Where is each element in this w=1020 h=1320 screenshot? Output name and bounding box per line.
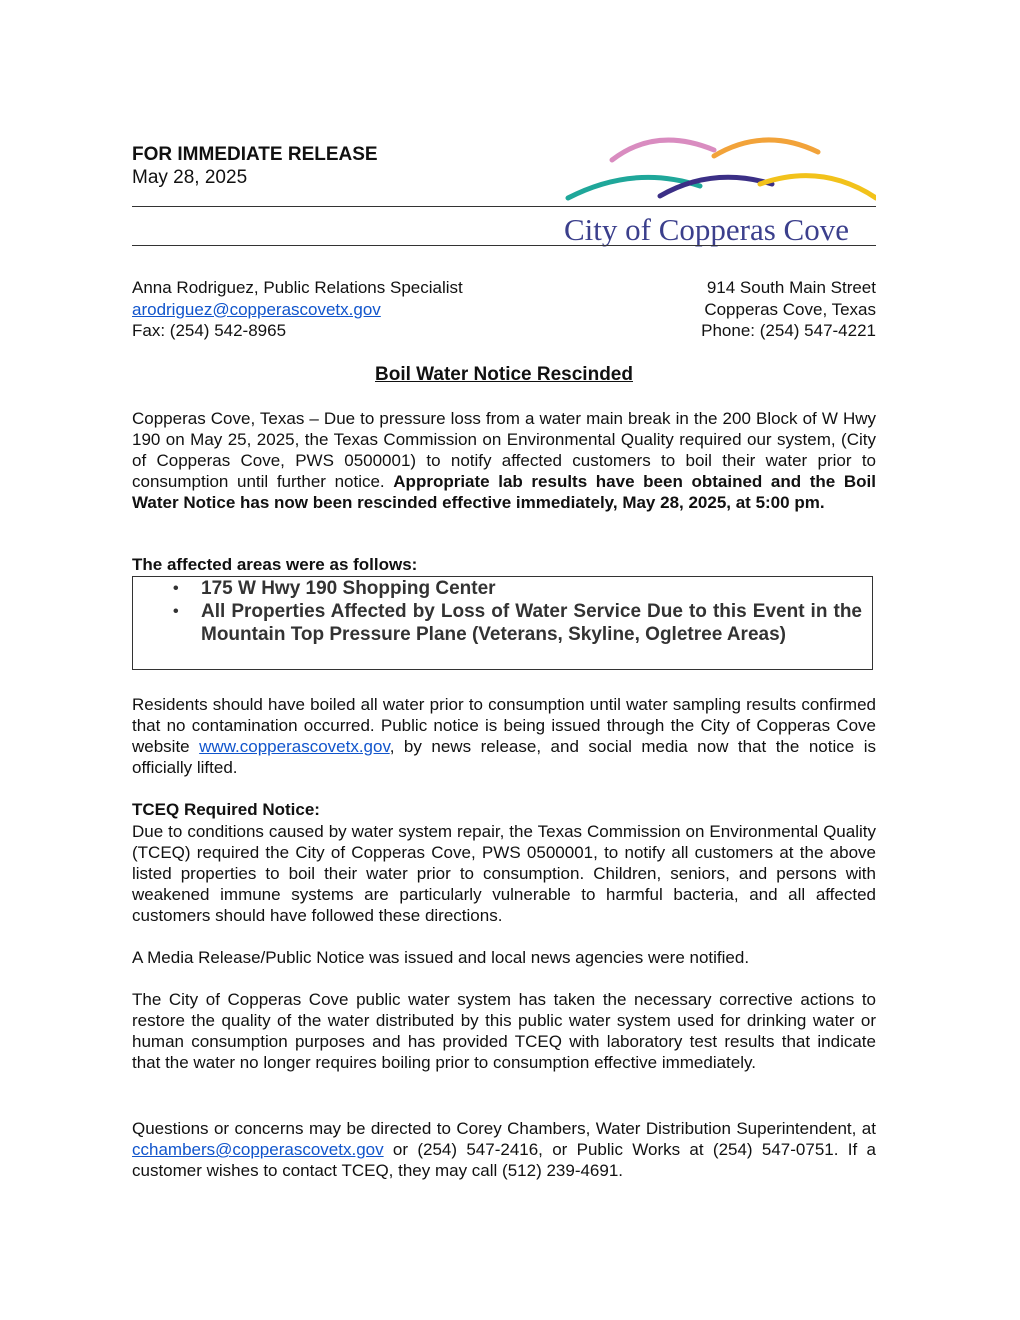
contact-name: Anna Rodriguez, Public Relations Specialist: [132, 278, 463, 297]
city-logo: [564, 132, 876, 250]
areas-list: [133, 577, 872, 646]
intro-bold-text: Appropriate lab results have been obtained and the Boil Water Notice has now been rescinded effective immediately, May 28, 2025, at 5:00 pm.: [132, 472, 876, 512]
residents-text-before: Residents should have boiled all water prior to consumption until water sampling results confirmed that no contamination occurred. Public notice is being issued through the City of Copperas Cove website: [132, 695, 876, 756]
header-rule-top: [132, 206, 876, 207]
areas-box: [132, 576, 873, 670]
logo-arc-pink: [612, 140, 714, 160]
address-line-1: 914 South Main Street: [706, 278, 876, 297]
contact-fax: Fax: (254) 542-8965: [132, 321, 287, 340]
release-label: FOR IMMEDIATE RELEASE: [132, 144, 378, 165]
residents-paragraph: [132, 694, 876, 778]
questions-text-before: Questions or concerns may be directed to Corey Chambers, Water Distribution Superintendent, at: [132, 1119, 876, 1138]
questions-paragraph: [132, 1118, 876, 1181]
intro-paragraph: [132, 408, 876, 513]
residents-text-after: , by news release, and social media now that the notice is officially lifted.: [132, 737, 876, 777]
contact-email-link[interactable]: arodriguez@copperascovetx.gov: [132, 299, 381, 319]
contact-right: [701, 277, 876, 342]
questions-text-after: or (254) 547-2416, or Public Works at (254) 547-0751. If a customer wishes to contact TCEQ, they may call (512) 239-4691.: [132, 1140, 876, 1180]
logo-arc-yellow: [760, 176, 876, 198]
release-date: May 28, 2025: [132, 167, 248, 188]
area-item: • 175 W Hwy 190 Shopping Center: [201, 577, 862, 600]
tceq-label: TCEQ Required Notice:: [132, 800, 320, 819]
page-title: Boil Water Notice Rescinded: [375, 364, 633, 385]
website-link[interactable]: www.copperascovetx.gov: [199, 737, 390, 756]
areas-label: The affected areas were as follows:: [132, 555, 418, 574]
address-line-2: Copperas Cove, Texas: [704, 299, 876, 319]
questions-email-link[interactable]: cchambers@copperascovetx.gov: [132, 1140, 384, 1159]
intro-text: Copperas Cove, Texas – Due to pressure loss from a water main break in the 200 Block of W Hwy 190 on May 25, 2025, the Texas Commission on Environmental Quality required our system, (City of Copperas Cove, PWS 0500001) to notify affected customers to boil their water prior to consumption until further notice.: [132, 409, 876, 491]
contact-left: [132, 277, 463, 342]
media-paragraph: A Media Release/Public Notice was issued and local news agencies were notified.: [132, 948, 750, 967]
logo-text: City of Copperas Cove: [564, 212, 849, 247]
press-release-page: [132, 0, 876, 1320]
area-item: • All Properties Affected by Loss of Water Service Due to this Event in the Mountain Top Pressure Plane (Veterans, Skyline, Ogletree Areas): [201, 600, 862, 646]
tceq-paragraph: Due to conditions caused by water system repair, the Texas Commission on Environmental Quality (TCEQ) required the City of Copperas Cove, PWS 0500001, to notify all customers at the above listed properties to boil their water prior to consumption. Children, seniors, and persons with weakened immune systems are particularly vulnerable to harmful bacteria, and all affected customers should have followed these directions.: [132, 822, 876, 925]
logo-arc-orange: [714, 140, 818, 156]
header-rule-bottom: [132, 245, 876, 246]
contact-phone: Phone: (254) 547-4221: [701, 321, 876, 340]
corrective-paragraph: The City of Copperas Cove public water system has taken the necessary corrective actions to restore the quality of the water distributed by this public water system used for drinking water or human consumption purposes and has provided TCEQ with laboratory test results that indicate that the water no longer requires boiling prior to consumption effective immediately.: [132, 990, 876, 1072]
